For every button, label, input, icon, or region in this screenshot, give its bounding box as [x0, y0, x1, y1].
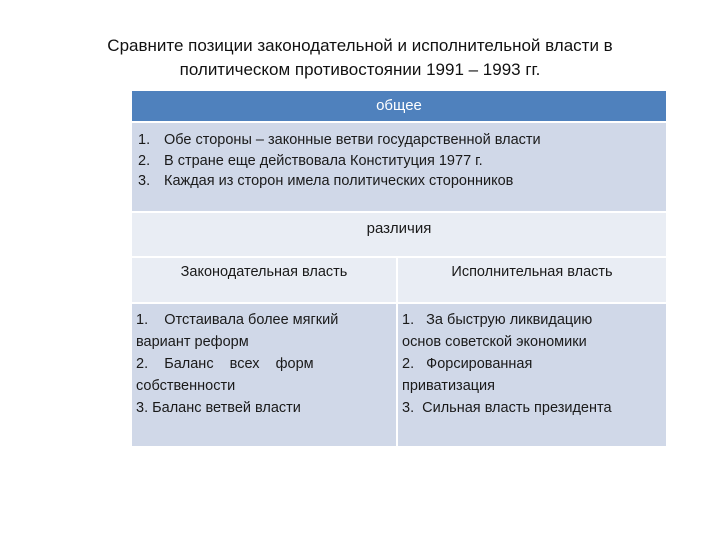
item-text: Каждая из сторон имела политических сторонников	[164, 173, 514, 189]
legislative-items	[132, 304, 398, 446]
item-number: 3.	[138, 173, 151, 189]
legislative-header: Законодательная власть	[132, 258, 398, 302]
differences-header: различия	[132, 213, 666, 256]
executive-line: основ советской экономики	[402, 334, 587, 350]
title-line-2: политическом противостоянии 1991 – 1993 гг.	[179, 60, 541, 79]
item-text: В стране еще действовала Конституция 1977 г.	[164, 152, 483, 169]
item-text: Обе стороны – законные ветви государственной власти	[164, 132, 541, 148]
slide-title	[60, 34, 660, 82]
common-item	[138, 151, 660, 172]
common-header: общее	[132, 91, 666, 121]
executive-items	[398, 304, 666, 446]
legislative-line: 2. Баланс всех форм	[136, 356, 314, 372]
common-row	[132, 123, 666, 213]
branch-header-row	[132, 258, 666, 304]
legislative-line: 1. Отстаивала более мягкий	[136, 312, 339, 328]
common-item	[138, 171, 660, 192]
executive-line: приватизация	[402, 378, 496, 394]
comparison-table	[132, 91, 666, 446]
item-number: 2.	[138, 152, 151, 169]
executive-line: 3. Сильная власть президента	[402, 400, 612, 416]
executive-line: 1. За быструю ликвидацию	[402, 312, 593, 328]
title-line-1: Сравните позиции законодательной и исполнительной власти в	[107, 36, 613, 55]
branch-items-row	[132, 304, 666, 446]
legislative-line: 3. Баланс ветвей власти	[136, 400, 301, 416]
executive-header: Исполнительная власть	[398, 258, 666, 302]
common-list	[138, 130, 660, 192]
legislative-line: вариант реформ	[136, 334, 249, 350]
item-number: 1.	[138, 132, 151, 148]
common-header-row	[132, 91, 666, 123]
executive-line: 2. Форсированная	[402, 356, 533, 372]
common-item	[138, 130, 660, 151]
common-cell	[132, 123, 666, 211]
legislative-line: собственности	[136, 378, 236, 394]
differences-header-row	[132, 213, 666, 258]
